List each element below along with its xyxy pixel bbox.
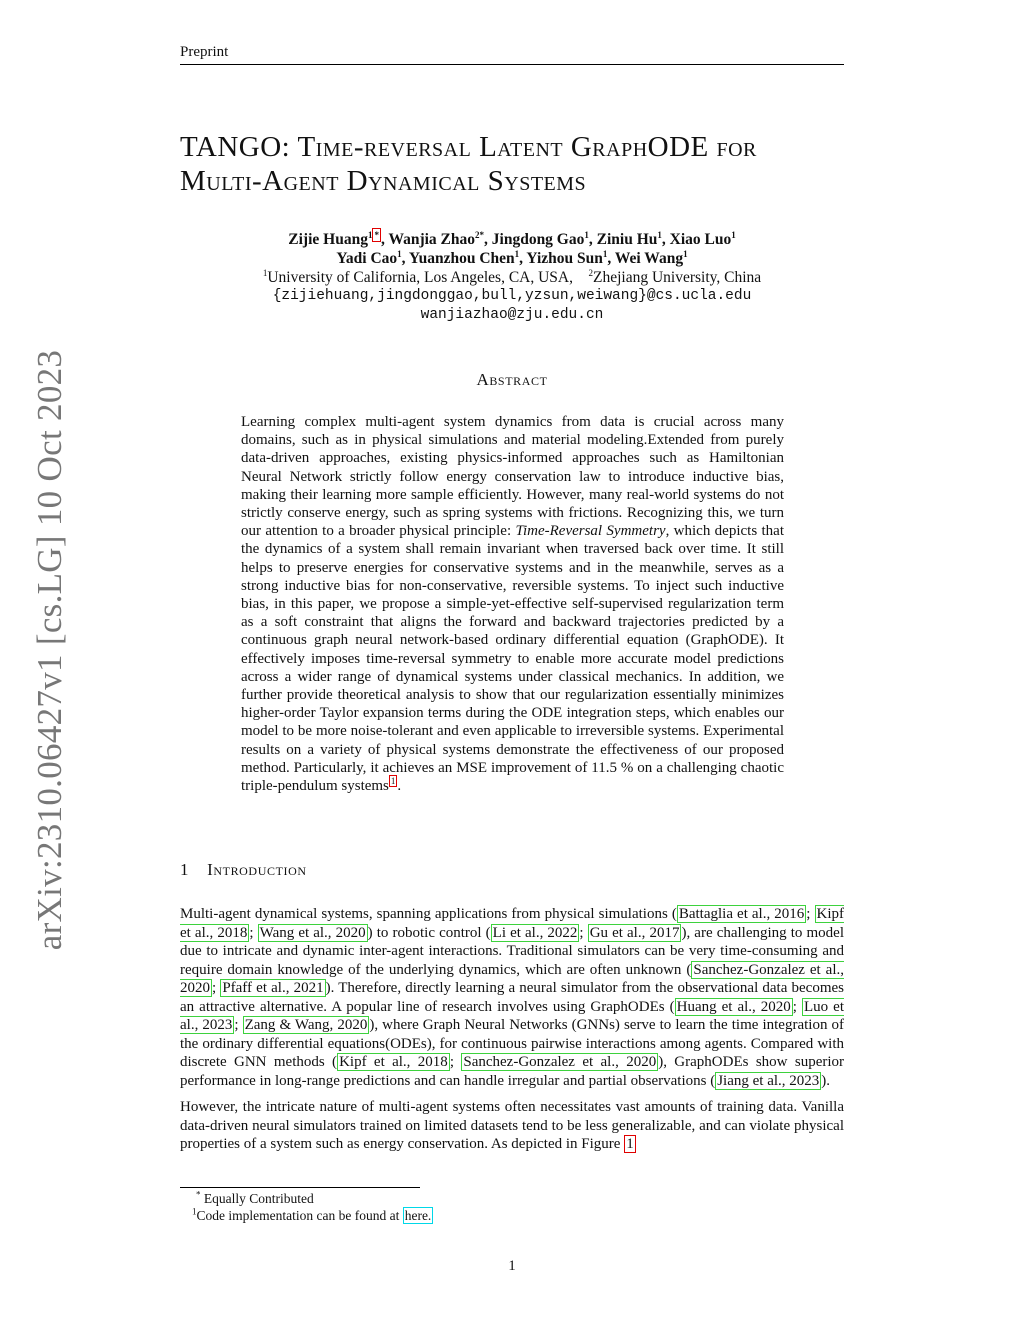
author-name: Jingdong Gao — [491, 231, 585, 249]
author-line-2: Yadi Cao$^1$, Yuanzhou Chen$^1$, Yizhou Sun$^1$, Wei Wang$^1$ — [336, 249, 688, 268]
author-sup: 1 — [731, 230, 736, 240]
author-sup: 1 — [514, 249, 520, 259]
affiliation-1: University of California, Los Angeles, CA, USA, — [267, 269, 573, 287]
intro-text-segment: ) to robotic control ( — [367, 924, 491, 941]
paper-title — [180, 130, 860, 198]
footnote-code — [192, 1207, 836, 1224]
introduction-body — [180, 905, 844, 1162]
author-name: Wei Wang — [614, 250, 684, 268]
abstract-text-end: . — [397, 778, 402, 795]
author-name: Yuanzhou Chen — [408, 250, 515, 268]
author-sup: 1 — [367, 230, 373, 240]
citation-link[interactable]: Kipf et al., 2018 — [180, 906, 844, 941]
intro-text-segment: ; — [792, 998, 802, 1015]
citation-link[interactable]: Luo et al., 2023 — [180, 998, 844, 1033]
citation-link[interactable]: Huang et al., 2020 — [676, 998, 791, 1015]
intro-paragraph-1 — [180, 905, 844, 1090]
intro-text-segment: ; — [234, 1017, 243, 1033]
abstract-heading-text: Abstract — [476, 370, 548, 389]
intro-p2-text: However, the intricate nature of multi-agent systems often necessitates vast amounts of training data. Vanilla data-driven neural simulators trained on limited datasets tend to be less generalizable, and can violate physical properties of a system such as energy conservation. As depicted in Figure — [180, 1099, 844, 1152]
title-line-1: TANGO: Time-reversal Latent GraphODE for — [180, 131, 757, 163]
footnote-text: Code implementation can be found at — [196, 1208, 403, 1223]
citation-link[interactable]: Li et al., 2022 — [492, 924, 578, 941]
footnote-mark: 1 — [192, 1206, 197, 1217]
footnote-equal-contribution — [196, 1190, 836, 1207]
author-sup: 1 — [584, 230, 589, 240]
intro-text-segment: ; — [249, 924, 258, 941]
footnote-rule — [180, 1187, 420, 1188]
intro-text-segment: ; — [579, 924, 588, 941]
citation-link[interactable]: Jiang et al., 2023 — [717, 1072, 820, 1089]
affiliation-2: Zhejiang University, China — [593, 269, 762, 287]
citation-link[interactable]: Zang & Wang, 2020 — [244, 1017, 368, 1033]
citation-link[interactable]: Gu et al., 2017 — [589, 924, 680, 941]
footnote-text: Equally Contributed — [203, 1191, 314, 1206]
abstract-heading — [180, 370, 844, 390]
abstract-body — [241, 413, 784, 795]
section-heading-introduction — [180, 860, 680, 880]
author-sup: 1 — [397, 249, 402, 259]
running-head: Preprint — [180, 44, 229, 60]
email-ucla: {zijiehuang,jingdonggao,bull,yzsun,weiwang}@cs.ucla.edu — [272, 288, 752, 305]
intro-text-segment: ). — [821, 1072, 831, 1089]
intro-text-segment: Multi-agent dynamical systems, spanning applications from physical simulations ( — [180, 906, 677, 922]
intro-text-segment: ; — [449, 1054, 462, 1070]
arxiv-identifier[interactable]: arXiv:2310.06427v1 [cs.LG] 10 Oct 2023 — [30, 349, 69, 951]
footnote-ref-link[interactable]: 1 — [390, 776, 396, 787]
intro-text-segment: ), are challenging to model due to intricate and dynamic inter-agent interactions. Traditional simulators can be very time-consuming and require domain knowledge of the underlying dynamics, which are often unknown ( — [180, 924, 845, 978]
intro-text-segment: ), GraphODEs show superior performance in long-range predictions and can handle irregular and partial observations ( — [180, 1054, 845, 1089]
section-title: Introduction — [207, 860, 307, 879]
section-number: 1 — [180, 860, 190, 879]
author-sup: 2* — [475, 230, 485, 240]
author-name: Yizhou Sun — [526, 250, 603, 268]
author-name: Yadi Cao — [336, 250, 398, 268]
citation-link[interactable]: Kipf et al., 2018 — [339, 1054, 448, 1070]
affiliation-sup: 2 — [588, 268, 593, 278]
author-name: Xiao Luo — [669, 231, 732, 249]
intro-text-segment: ; — [212, 980, 221, 996]
author-line-1: Zijie Huang$^{1 *}$ , Wanjia Zhao$^{2*}$, Jingdong Gao$^1$, Ziniu Hu$^1$, Xiao Luo$^1$ — [288, 230, 736, 249]
intro-text-segment: ), where Graph Neural Networks (GNNs) serve to learn the time integration of the ordinary differential equations(ODEs), for continuous pairwise interactions among agents. Compared with discrete GNN methods ( — [180, 1017, 844, 1070]
abstract-text-pre: Learning complex multi-agent system dynamics from data is crucial across many domains, such as in physical simulations and material modeling.Extended from purely data-driven approaches, existing physics-informed approaches such as Hamiltonian Neural Network strictly follow energy conservation law to introduce inductive bias, making their learning more sample efficiently. However, many real-world systems do not strictly conserve energy, such as spring systems with frictions. Recognizing this, we turn our attention to a broader physical principle: — [241, 414, 784, 540]
citation-link[interactable]: Battaglia et al., 2016 — [678, 906, 805, 922]
citation-link[interactable]: Pfaff et al., 2021 — [222, 980, 324, 996]
author-block — [180, 228, 844, 325]
footnote-mark: * — [196, 1189, 201, 1200]
citation-link[interactable]: Wang et al., 2020 — [259, 924, 366, 941]
author-sup: 1 — [602, 249, 608, 259]
citation-link[interactable]: Sanchez-Gonzalez et al., 2020 — [180, 961, 845, 996]
affiliation-sup: 1 — [262, 268, 268, 278]
author-name: Ziniu Hu — [596, 231, 658, 249]
abstract-text-post: , which depicts that the dynamics of a system shall remain invariant when traversed back over time. It still helps to preserve energies for conservative systems and in the meanwhile, serves as a strong inductive bias for non-conservative, reversible systems. To inject such inductive bias, in this paper, we propose a simple-yet-effective self-supervised regularization term as a soft constraint that aligns the forward and backward trajectories predicted by a continuous graph neural network-based ordinary differential equation (GraphODE). It effectively imposes time-reversal symmetry to enable more accurate model predictions across a wider range of dynamical systems under classical mechanics. In addition, we further provide theoretical analysis to show that our regularization essentially minimizes higher-order Taylor expansion terms during the ODE integration steps, which enables our model to be more noise-tolerant and even applicable to irreversible systems. Experimental results on a variety of physical systems demonstrate the effectiveness of our proposed method. Particularly, it achieves an MSE improvement of 11.5 % on a challenging chaotic triple-pendulum systems — [241, 523, 784, 795]
header-rule — [180, 64, 844, 65]
author-name: Zijie Huang — [288, 231, 368, 249]
first-author-mark-link[interactable]: * — [374, 230, 379, 240]
author-sup: 1 — [657, 230, 662, 240]
author-name: Wanjia Zhao — [388, 231, 476, 249]
author-sup: 1 — [683, 249, 688, 259]
code-link[interactable]: here. — [404, 1208, 432, 1223]
page-number: 1 — [508, 1258, 516, 1274]
intro-text-segment: ; — [806, 906, 815, 922]
intro-text-segment: ). Therefore, directly learning a neural simulator from the observational data becomes an attractive alternative. A popular line of research involves using GraphODEs ( — [180, 980, 844, 1015]
citation-link[interactable]: Sanchez-Gonzalez et al., 2020 — [463, 1054, 657, 1070]
title-line-2: Multi-Agent Dynamical Systems — [180, 165, 587, 197]
email-zju: wanjiazhao@zju.edu.cn — [420, 307, 604, 324]
affiliations — [180, 268, 844, 287]
abstract-italic-term: Time-Reversal Symmetry — [515, 523, 666, 540]
intro-paragraph-2 — [180, 1098, 844, 1154]
footnotes — [192, 1189, 836, 1224]
figure-ref-link[interactable]: 1 — [626, 1136, 634, 1152]
